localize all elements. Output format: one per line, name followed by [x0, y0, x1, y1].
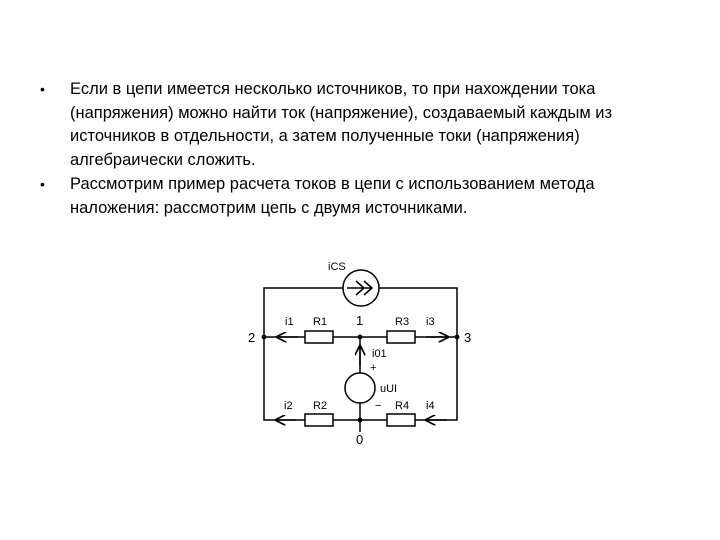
bullet-mark: • — [40, 176, 45, 192]
label-i1: i1 — [285, 316, 294, 328]
label-ics: iCS — [328, 261, 346, 273]
resistor-r4 — [387, 414, 415, 426]
label-i2: i2 — [284, 400, 293, 412]
label-node-0: 0 — [356, 432, 364, 447]
label-node-1: 1 — [356, 313, 364, 328]
label-plus: + — [370, 362, 377, 374]
label-i4: i4 — [426, 400, 435, 412]
label-minus: − — [375, 400, 382, 412]
label-uui: uUI — [380, 383, 398, 395]
label-node-2: 2 — [248, 330, 256, 345]
resistor-r1 — [305, 331, 333, 343]
bullet-text: Если в цепи имеется несколько источников, то при нахождении тока (напряжения) можно найти ток (напряжение), создаваемый каждым из источников в отдельности, а затем полученные токи (напряжения) алгебраически сложить. — [70, 80, 613, 169]
label-r1: R1 — [313, 316, 328, 328]
current-source-arrow — [347, 281, 372, 295]
junction-node-0 — [358, 418, 363, 423]
junction-node-1 — [358, 335, 363, 340]
label-i01: i01 — [372, 348, 387, 360]
junction-node-2 — [262, 335, 267, 340]
voltage-source — [345, 373, 375, 403]
bullet-text: Рассмотрим пример расчета токов в цепи с использованием метода наложения: рассмотрим цепь с двумя источниками. — [70, 175, 595, 217]
label-r2: R2 — [313, 400, 328, 412]
label-r3: R3 — [395, 316, 410, 328]
label-i3: i3 — [426, 316, 435, 328]
label-node-3: 3 — [464, 330, 472, 345]
junction-node-3 — [455, 335, 460, 340]
label-r4: R4 — [395, 400, 410, 412]
bullet-mark: • — [40, 81, 45, 97]
resistor-r3 — [387, 331, 415, 343]
resistor-r2 — [305, 414, 333, 426]
